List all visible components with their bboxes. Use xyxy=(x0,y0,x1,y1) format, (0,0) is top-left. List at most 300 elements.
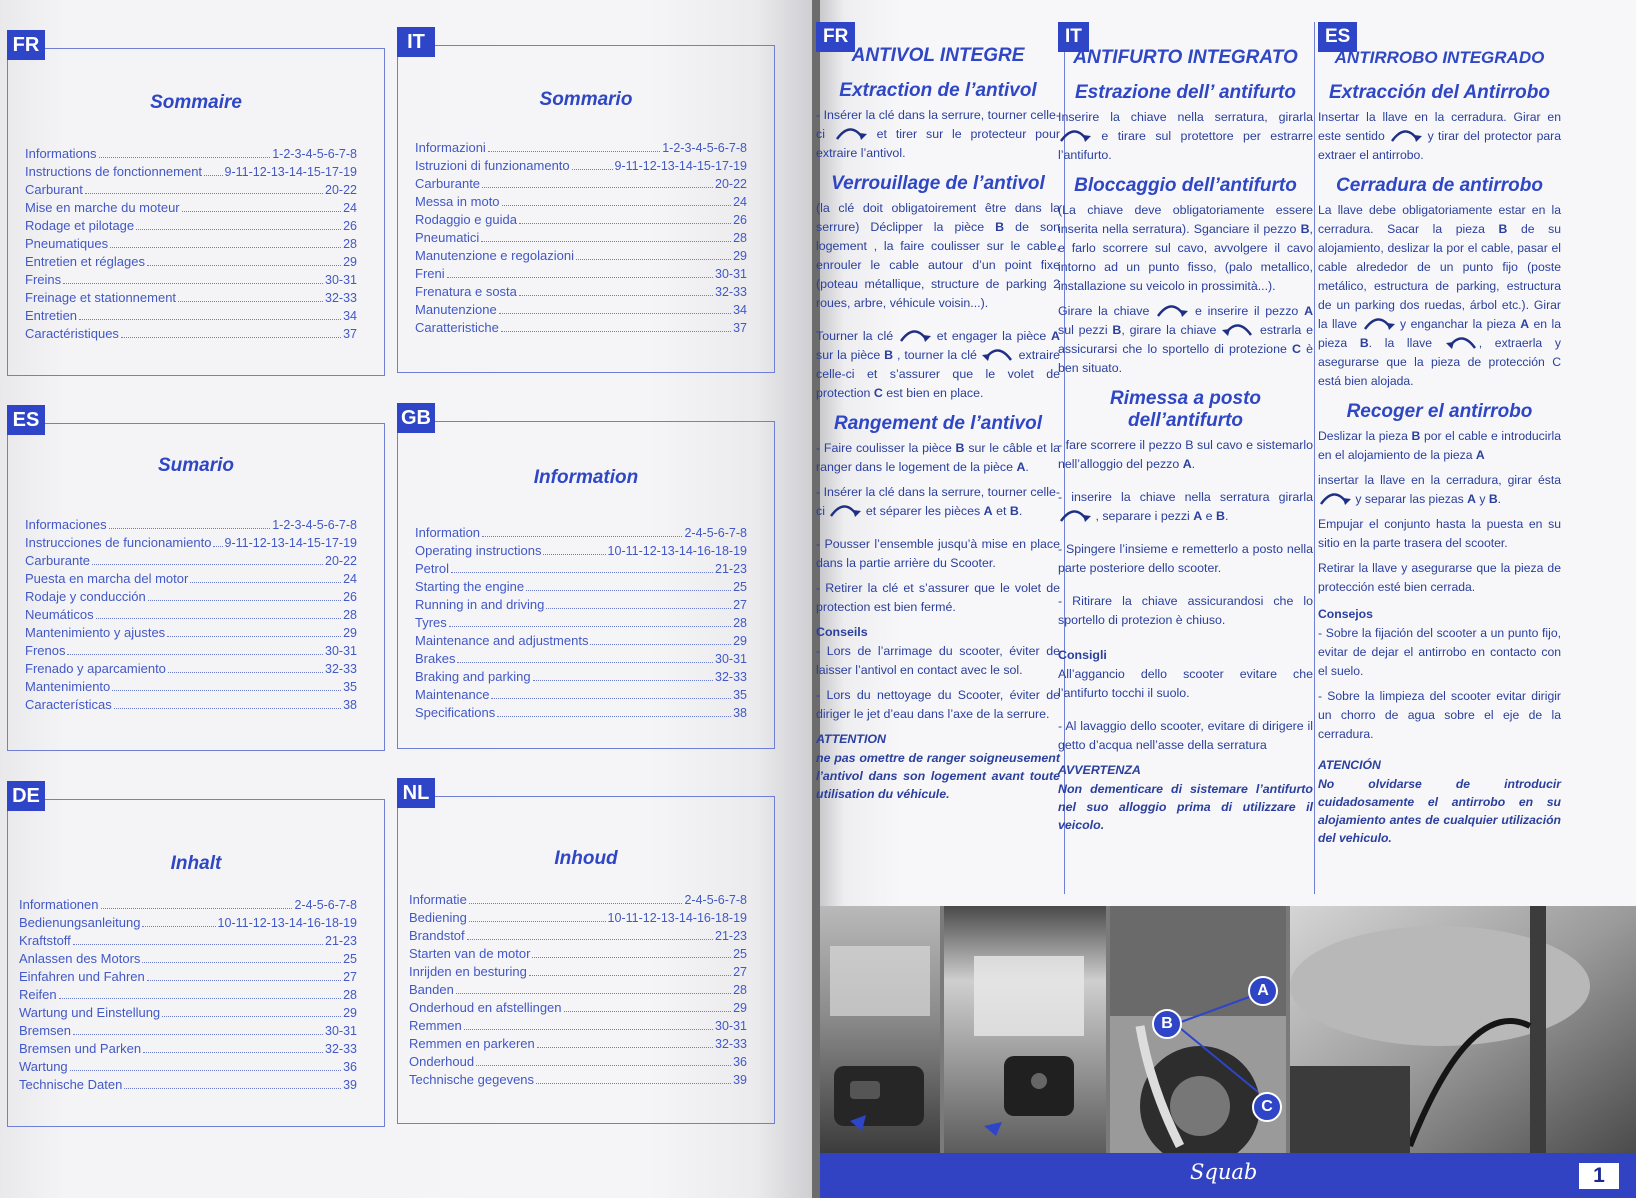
photo-lock-open xyxy=(944,906,1106,1156)
toc-entry-label: Messa in moto xyxy=(415,194,500,209)
toc-entry-label: Carburante xyxy=(415,176,481,191)
photo-scooter-chained xyxy=(1290,906,1636,1156)
toc-entry-pages: 20-22 xyxy=(325,554,357,568)
toc-entry xyxy=(25,589,357,607)
toc-leader-dots xyxy=(543,554,605,555)
toc-entry xyxy=(19,897,357,915)
photo-lock-labels xyxy=(1110,906,1286,1156)
toc-entry-pages: 25 xyxy=(733,947,747,961)
toc-entry xyxy=(25,571,357,589)
turn-back-arrow-icon xyxy=(981,346,1015,361)
toc-leader-dots xyxy=(519,223,731,224)
text-store-2: - inserire la chiave nella serratura girarla , separare i pezzi A e B. xyxy=(1058,490,1313,523)
tip-2: - Al lavaggio dello scooter, evitare di dirigere il getto d’acqua nell’asse della serratura xyxy=(1058,719,1313,752)
text-lock: (La chiave deve obligatoriamente essere inserita nella serratura). Sganciare il pezzo B, e farlo scorrere sul cavo, avvolgere il cavo intorno ad un punto fisso, (palo metallico, installazione su veicolo in prossimità...). xyxy=(1058,203,1313,293)
toc-entry-label: Bremsen und Parken xyxy=(19,1041,142,1056)
toc-entry-pages: 37 xyxy=(733,321,747,335)
toc-entry-label: Banden xyxy=(409,982,454,997)
toc-leader-dots xyxy=(564,1011,732,1012)
toc-entry xyxy=(19,915,357,933)
turn-arrow-icon xyxy=(1155,302,1189,317)
toc-entry-label: Pneumatiques xyxy=(25,236,109,251)
toc-entry-pages: 38 xyxy=(343,698,357,712)
toc-leader-dots xyxy=(590,644,731,645)
toc-entry-label: Rodaggio e guida xyxy=(415,212,517,227)
toc-entry-pages: 30-31 xyxy=(715,267,747,281)
toc-entry xyxy=(409,892,747,910)
tip-1: - Sobre la fijación del scooter a un punto fijo, evitar de dejar el antirrobo en contacto con el suelo. xyxy=(1318,626,1561,678)
photo-strip xyxy=(820,906,1636,1156)
toc-entry-pages: 28 xyxy=(733,616,747,630)
toc-leader-dots xyxy=(488,151,660,152)
toc-entry-label: Bremsen xyxy=(19,1023,72,1038)
toc-entry xyxy=(415,266,747,284)
toc-leader-dots xyxy=(501,331,731,332)
toc-entry-pages: 21-23 xyxy=(715,929,747,943)
toc-entry-pages: 10-11-12-13-14-16-18-19 xyxy=(217,916,357,930)
toc-entry-label: Specifications xyxy=(415,705,496,720)
toc-entry-pages: 30-31 xyxy=(715,1019,747,1033)
toc-entry xyxy=(25,326,357,344)
toc-entry-label: Tyres xyxy=(415,615,447,630)
turn-back-arrow-icon xyxy=(1221,321,1255,336)
toc-entry-pages: 32-33 xyxy=(715,285,747,299)
heading-lock: Verrouillage de l’antivol xyxy=(831,173,1045,194)
toc-entry-label: Reifen xyxy=(19,987,57,1002)
heading-extraction: Extracción del Antirrobo xyxy=(1329,82,1550,103)
toc-entry-label: Braking and parking xyxy=(415,669,531,684)
toc-entry xyxy=(415,140,747,158)
toc-entry-label: Kraftstoff xyxy=(19,933,71,948)
turn-arrow-icon xyxy=(834,125,868,140)
toc-leader-dots xyxy=(147,980,341,981)
toc-leader-dots xyxy=(79,319,341,320)
toc-entry-pages: 9-11-12-13-14-15-17-19 xyxy=(614,159,747,173)
toc-entry xyxy=(415,669,747,687)
toc-entry xyxy=(25,308,357,326)
toc-entry-label: Entretien et réglages xyxy=(25,254,145,269)
toc-entry-label: Características xyxy=(25,697,112,712)
toc-entry-pages: 2-4-5-6-7-8 xyxy=(684,526,747,540)
text-push: - Pousser l’ensemble jusqu’à mise en place dans la partie arrière du Scooter. xyxy=(816,537,1060,570)
toc-entry-pages: 32-33 xyxy=(715,670,747,684)
heading-store: Recoger el antirrobo xyxy=(1346,401,1533,422)
toc-entry-pages: 35 xyxy=(733,688,747,702)
toc-leader-dots xyxy=(85,193,323,194)
text-store-1: - Faire coulisser la pièce B sur le câble et la ranger dans le logement de la pièce A. xyxy=(816,441,1060,474)
toc-entry xyxy=(415,705,747,723)
page-number: 1 xyxy=(1579,1163,1619,1189)
toc-entry-pages: 9-11-12-13-14-15-17-19 xyxy=(224,536,357,550)
toc-leader-dots xyxy=(92,564,323,565)
toc-entry-pages: 26 xyxy=(733,213,747,227)
toc-entry-pages: 29 xyxy=(733,634,747,648)
toc-de xyxy=(7,781,385,1127)
toc-entry xyxy=(25,236,357,254)
toc-entry-pages: 37 xyxy=(343,327,357,341)
toc-leader-dots xyxy=(112,690,341,691)
toc-entry xyxy=(415,615,747,633)
toc-entry-pages: 29 xyxy=(343,255,357,269)
toc-entry-label: Freins xyxy=(25,272,62,287)
toc-rows xyxy=(25,517,357,715)
toc-leader-dots xyxy=(481,241,731,242)
toc-entry xyxy=(25,625,357,643)
toc-leader-dots xyxy=(576,259,731,260)
warning-text: No olvidarse de introducir cuidadosamente el antirrobo en su alojamiento antes de cualquier utilización del vehiculo. xyxy=(1318,777,1561,845)
language-tag: FR xyxy=(7,30,45,60)
toc-entry-label: Technische gegevens xyxy=(409,1072,535,1087)
toc-entry-pages: 32-33 xyxy=(325,662,357,676)
toc-entry-label: Mantenimiento xyxy=(25,679,111,694)
toc-entry-pages: 24 xyxy=(343,201,357,215)
toc-entry-label: Maintenance and adjustments xyxy=(415,633,589,648)
toc-leader-dots xyxy=(526,590,731,591)
toc-entry xyxy=(415,687,747,705)
toc-leader-dots xyxy=(96,618,341,619)
toc-entry xyxy=(25,182,357,200)
language-tag: ES xyxy=(7,405,45,435)
toc-leader-dots xyxy=(182,211,341,212)
toc-entry xyxy=(25,607,357,625)
toc-entry-pages: 32-33 xyxy=(325,291,357,305)
toc-entry xyxy=(25,272,357,290)
toc-entry-pages: 39 xyxy=(343,1078,357,1092)
turn-arrow-icon xyxy=(1389,127,1423,142)
toc-entry-label: Brakes xyxy=(415,651,456,666)
turn-arrow-icon xyxy=(1058,127,1092,142)
toc-entry xyxy=(409,1054,747,1072)
toc-entry xyxy=(25,697,357,715)
toc-entry-label: Frenatura e sosta xyxy=(415,284,517,299)
toc-entry xyxy=(25,661,357,679)
toc-entry-label: Rodage et pilotage xyxy=(25,218,135,233)
left-page xyxy=(0,0,812,1198)
column-divider xyxy=(1314,22,1315,894)
toc-title: Sommario xyxy=(539,89,633,110)
toc-entry-label: Einfahren und Fahren xyxy=(19,969,145,984)
toc-entry-label: Onderhoud xyxy=(409,1054,475,1069)
turn-back-arrow-icon xyxy=(1445,334,1479,349)
toc-entry-pages: 21-23 xyxy=(325,934,357,948)
turn-arrow-icon xyxy=(828,502,862,517)
toc-entry xyxy=(415,176,747,194)
toc-entry-label: Frenos xyxy=(25,643,66,658)
toc-entry-label: Maintenance xyxy=(415,687,490,702)
toc-entry xyxy=(25,535,357,553)
toc-leader-dots xyxy=(502,205,732,206)
toc-entry xyxy=(415,158,747,176)
toc-entry-label: Informations xyxy=(25,146,97,161)
tips-heading: Consejos xyxy=(1318,607,1373,621)
toc-entry-label: Bediening xyxy=(409,910,467,925)
language-tag: FR xyxy=(816,22,855,52)
toc-entry-pages: 36 xyxy=(733,1055,747,1069)
text-remove: Retirar la llave y asegurarse que la pieza de protección esté bien cerrada. xyxy=(1318,561,1561,594)
toc-entry-label: Instructions de fonctionnement xyxy=(25,164,203,179)
toc-entry-label: Bedienungsanleitung xyxy=(19,915,141,930)
brand-logo: Squab xyxy=(1190,1160,1258,1184)
toc-entry-pages: 2-4-5-6-7-8 xyxy=(294,898,357,912)
toc-leader-dots xyxy=(67,654,323,655)
tips-heading: Consigli xyxy=(1058,648,1107,662)
toc-leader-dots xyxy=(59,998,342,999)
toc-entry xyxy=(415,320,747,338)
text-store-1: - fare scorrere il pezzo B sul cavo e sistemarlo nell’alloggio del pezzo A. xyxy=(1058,438,1313,471)
toc-entry xyxy=(25,517,357,535)
toc-entry-label: Mise en marche du moteur xyxy=(25,200,180,215)
column-title: ANTIFURTO INTEGRATO xyxy=(1073,47,1298,68)
toc-leader-dots xyxy=(136,229,341,230)
warning-text: Non dementicare di sistemare l’antifurto nel suo alloggio prima di utilizzare il veicolo. xyxy=(1058,782,1313,832)
toc-entry-label: Freinage et stationnement xyxy=(25,290,177,305)
toc-entry-label: Carburante xyxy=(25,553,91,568)
column-title: ANTIRROBO INTEGRADO xyxy=(1334,48,1545,67)
toc-entry xyxy=(19,1005,357,1023)
toc-entry xyxy=(409,982,747,1000)
toc-entry-pages: 34 xyxy=(343,309,357,323)
toc-leader-dots xyxy=(457,662,713,663)
toc-entry-label: Caratteristiche xyxy=(415,320,499,335)
toc-leader-dots xyxy=(469,921,606,922)
toc-entry-pages: 32-33 xyxy=(715,1037,747,1051)
toc-entry-label: Informatie xyxy=(409,892,467,907)
text-store-2: - Insérer la clé dans la serrure, tourner celle-ci et séparer les pièces A et B. xyxy=(816,485,1060,518)
toc-entry-label: Informationen xyxy=(19,897,99,912)
toc-entry-label: Technische Daten xyxy=(19,1077,123,1092)
toc-entry xyxy=(409,1036,747,1054)
toc-entry-label: Remmen en parkeren xyxy=(409,1036,535,1051)
toc-entry-pages: 38 xyxy=(733,706,747,720)
toc-leader-dots xyxy=(533,680,713,681)
toc-entry xyxy=(415,633,747,651)
toc-entry-pages: 28 xyxy=(343,608,357,622)
toc-title: Sommaire xyxy=(150,92,242,113)
toc-entry xyxy=(25,643,357,661)
turn-arrow-icon xyxy=(1362,315,1396,330)
toc-entry-pages: 2-4-5-6-7-8 xyxy=(684,893,747,907)
toc-entry xyxy=(415,212,747,230)
toc-leader-dots xyxy=(572,169,613,170)
toc-entry-label: Instrucciones de funcionamiento xyxy=(25,535,212,550)
attention-label: ATTENTION xyxy=(816,732,886,746)
toc-leader-dots xyxy=(142,926,215,927)
toc-leader-dots xyxy=(497,716,731,717)
toc-entry xyxy=(25,553,357,571)
toc-entry-pages: 27 xyxy=(733,965,747,979)
toc-leader-dots xyxy=(109,528,271,529)
toc-leader-dots xyxy=(147,265,341,266)
toc-entry-pages: 30-31 xyxy=(715,652,747,666)
heading-lock: Bloccaggio dell’antifurto xyxy=(1074,175,1297,196)
toc-fr xyxy=(7,30,385,376)
toc-entry-pages: 10-11-12-13-14-16-18-19 xyxy=(607,911,747,925)
toc-entry xyxy=(415,230,747,248)
turn-arrow-icon xyxy=(898,327,932,342)
toc-nl xyxy=(397,778,775,1124)
toc-entry xyxy=(409,910,747,928)
toc-leader-dots xyxy=(114,708,341,709)
text-push: - Spingere l’insieme e remetterlo a posto nella parte posteriore dello scooter. xyxy=(1058,542,1313,575)
attention-label: AVVERTENZA xyxy=(1058,763,1141,777)
text-extraction: Inserire la chiave nella serratura, girarla e tirare sul protettore per estrarre l’antifurto. xyxy=(1058,110,1313,162)
toc-entry-pages: 29 xyxy=(733,1001,747,1015)
toc-leader-dots xyxy=(124,1088,341,1089)
toc-entry-label: Mantenimiento y ajustes xyxy=(25,625,166,640)
text-turn: Girare la chiave e inserire il pezzo A sul pezzi B, girare la chiave estrarla e assicurarsi che lo sportello di protezione C è ben situato. xyxy=(1058,304,1314,375)
label-b: B xyxy=(1152,1009,1182,1039)
toc-entry-pages: 34 xyxy=(733,303,747,317)
toc-entry-pages: 39 xyxy=(733,1073,747,1087)
toc-entry-label: Operating instructions xyxy=(415,543,542,558)
text-remove: - Retirer la clé et s’assurer que le volet de protection est bien fermé. xyxy=(816,581,1060,614)
toc-entry-pages: 29 xyxy=(343,626,357,640)
toc-entry-pages: 20-22 xyxy=(325,183,357,197)
toc-leader-dots xyxy=(456,993,731,994)
toc-entry-pages: 1-2-3-4-5-6-7-8 xyxy=(272,147,357,161)
text-store-1: Deslizar la pieza B por el cable e introducirla en el alojamiento de la pieza A xyxy=(1318,429,1562,462)
toc-entry-label: Brandstof xyxy=(409,928,465,943)
text-lock: (la clé doit obligatoirement être dans la serrure) Déclipper la pièce B de son logement , la faire coulisser sur le cable, enrouler le cable autour d’un point fixe (poteau métallique, structure de parking 2 roues, arbre, véhicule voisin...). xyxy=(816,201,1060,310)
text-turn: Tourner la clé et engager la pièce A sur la pièce B , tourner la clé extraire celle-ci et s’assurer que le volet de protection C est bien en place. xyxy=(816,329,1060,400)
toc-leader-dots xyxy=(168,672,323,673)
toc-entry xyxy=(415,248,747,266)
toc-entry-label: Onderhoud en afstellingen xyxy=(409,1000,562,1015)
heading-extraction: Extraction de l’antivol xyxy=(839,80,1037,101)
text-store-2: insertar la llave en la cerradura, girar ésta y separar las piezas A y B. xyxy=(1318,473,1561,506)
toc-entry xyxy=(409,1000,747,1018)
toc-leader-dots xyxy=(519,295,713,296)
toc-leader-dots xyxy=(162,1016,341,1017)
toc-entry xyxy=(19,1059,357,1077)
toc-leader-dots xyxy=(482,536,682,537)
toc-entry xyxy=(25,679,357,697)
toc-entry-label: Caractéristiques xyxy=(25,326,119,341)
toc-entry-pages: 28 xyxy=(733,983,747,997)
toc-leader-dots xyxy=(464,1029,713,1030)
text-push: Empujar el conjunto hasta la puesta en su sitio en la parte trasera del scooter. xyxy=(1318,517,1561,550)
toc-entry xyxy=(19,1041,357,1059)
toc-leader-dots xyxy=(529,975,731,976)
toc-entry-label: Starting the engine xyxy=(415,579,525,594)
toc-entry-pages: 35 xyxy=(343,680,357,694)
toc-leader-dots xyxy=(73,944,323,945)
toc-leader-dots xyxy=(213,546,222,547)
toc-entry-pages: 26 xyxy=(343,219,357,233)
attention-label: ATENCIÓN xyxy=(1318,758,1381,772)
toc-entry xyxy=(415,302,747,320)
toc-leader-dots xyxy=(178,301,323,302)
toc-leader-dots xyxy=(499,313,731,314)
toc-leader-dots xyxy=(491,698,731,699)
toc-entry-label: Informazioni xyxy=(415,140,486,155)
toc-es xyxy=(7,405,385,751)
toc-leader-dots xyxy=(451,572,713,573)
toc-entry xyxy=(415,525,747,543)
toc-entry xyxy=(409,1072,747,1090)
toc-entry-label: Istruzioni di funzionamento xyxy=(415,158,570,173)
toc-entry-pages: 10-11-12-13-14-16-18-19 xyxy=(607,544,747,558)
toc-rows xyxy=(25,146,357,344)
toc-entry-label: Frenado y aparcamiento xyxy=(25,661,166,676)
toc-entry-label: Running in and driving xyxy=(415,597,545,612)
toc-rows xyxy=(19,897,357,1095)
toc-leader-dots xyxy=(532,957,731,958)
text-remove: - Ritirare la chiave assicurandosi che lo sportello di protezion è chiuso. xyxy=(1058,594,1313,627)
toc-entry-pages: 21-23 xyxy=(715,562,747,576)
label-a: A xyxy=(1248,976,1278,1006)
toc-entry-pages: 9-11-12-13-14-15-17-19 xyxy=(224,165,357,179)
toc-entry xyxy=(19,951,357,969)
toc-entry-pages: 30-31 xyxy=(325,1024,357,1038)
toc-gb xyxy=(397,403,775,749)
toc-leader-dots xyxy=(467,939,713,940)
toc-entry xyxy=(415,651,747,669)
toc-entry-label: Neumáticos xyxy=(25,607,94,622)
toc-leader-dots xyxy=(449,626,731,627)
toc-entry-label: Freni xyxy=(415,266,445,281)
toc-entry-pages: 32-33 xyxy=(325,1042,357,1056)
toc-entry xyxy=(409,1018,747,1036)
toc-leader-dots xyxy=(148,600,341,601)
toc-title: Information xyxy=(533,467,639,488)
toc-entry-label: Informaciones xyxy=(25,517,107,532)
turn-arrow-icon xyxy=(1318,490,1352,505)
toc-entry-label: Entretien xyxy=(25,308,78,323)
toc-entry-label: Remmen xyxy=(409,1018,462,1033)
toc-entry-pages: 27 xyxy=(733,598,747,612)
toc-entry xyxy=(25,200,357,218)
tip-1: All’aggancio dello scooter evitare che l’antifurto tocchi il suolo. xyxy=(1058,667,1313,700)
toc-entry-label: Starten van de motor xyxy=(409,946,531,961)
toc-entry xyxy=(409,946,747,964)
toc-title: Inhalt xyxy=(170,853,222,874)
heading-lock: Cerradura de antirrobo xyxy=(1336,175,1543,196)
language-tag: IT xyxy=(1058,22,1089,52)
language-tag: DE xyxy=(7,781,45,811)
tips-heading: Conseils xyxy=(816,625,868,639)
toc-leader-dots xyxy=(99,157,271,158)
toc-entry xyxy=(415,579,747,597)
toc-entry-pages: 27 xyxy=(343,970,357,984)
right-page xyxy=(816,0,1636,1198)
heading-store: Rangement de l’antivol xyxy=(834,413,1042,434)
tip-2: - Lors du nettoyage du Scooter, éviter de diriger le jet d’eau dans l’axe de la serrure. xyxy=(816,688,1060,721)
toc-entry-label: Wartung und Einstellung xyxy=(19,1005,161,1020)
column-fr xyxy=(816,22,1060,894)
toc-entry xyxy=(25,254,357,272)
toc-entry xyxy=(25,164,357,182)
toc-entry xyxy=(25,146,357,164)
text-lock: La llave debe obligatoriamente estar en la cerradura. Sacar la pieza B de su alojamiento, deslizar la por el cable, pasar el cable alrededor de un punto fijo (poste metálico, estructura de parking, estructura de un parking dos ruedas, árbol etc.). Girar la llave y enganchar la pieza A en la pieza B. la llave , extraerla y asegurarse que la pieza de protección C está bien alojada. xyxy=(1318,203,1562,388)
text-extraction: Insertar la llave en la cerradura. Girar en este sentido y tirar del protector para extraer el antirrobo. xyxy=(1318,110,1561,162)
toc-leader-dots xyxy=(70,1070,341,1071)
toc-entry xyxy=(19,1077,357,1095)
toc-entry-label: Wartung xyxy=(19,1059,68,1074)
toc-entry xyxy=(409,964,747,982)
toc-leader-dots xyxy=(142,962,341,963)
toc-entry xyxy=(415,561,747,579)
page-footer xyxy=(820,1153,1636,1198)
toc-entry xyxy=(19,987,357,1005)
toc-leader-dots xyxy=(190,582,341,583)
toc-title: Sumario xyxy=(157,455,235,476)
toc-entry-pages: 29 xyxy=(343,1006,357,1020)
toc-entry-pages: 1-2-3-4-5-6-7-8 xyxy=(662,141,747,155)
tip-2: - Sobre la limpieza del scooter evitar dirigir un chorro de agua sobre el eje de la cerradura. xyxy=(1318,689,1561,741)
toc-leader-dots xyxy=(546,608,731,609)
toc-entry-label: Petrol xyxy=(415,561,449,576)
